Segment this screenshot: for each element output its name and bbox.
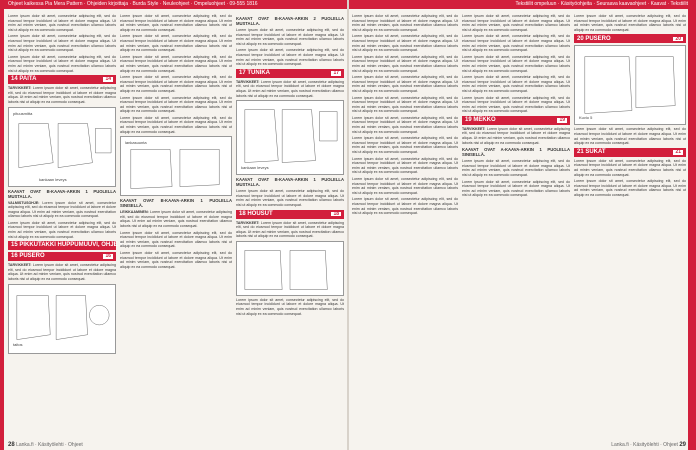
pattern-location: KAAVAT OVAT A-KAAVA-ARKIN 1 PUOLELLA SINISELLÄ. xyxy=(462,147,570,158)
section-title: 20 PUSERO xyxy=(577,35,611,42)
body-text: Lorem ipsum dolor sit amet, consectetur adipiscing elit, sed do eiusmod tempor incididunt ut labore et dolore magna aliqua. Ut enim ad minim veniam, quis nostrud exercitation ullamco laboris nisi ut aliquip ex ea commodo consequat. xyxy=(462,95,570,114)
left-page-header: Ohjeet kaikessa Pia Mera Pattern · Ohjeiden kirjoittaja · Burda Style · Neuleohjeet · Ompeluohjeet · 09-555 1816 xyxy=(0,0,347,9)
column-1 xyxy=(8,14,135,434)
left-edge-tab xyxy=(0,0,4,450)
left-footer xyxy=(8,440,83,450)
cutting-layout-18 xyxy=(236,241,344,296)
footer-caption: Lanka.fi · Käsityölehti · Ohjeet xyxy=(16,442,83,448)
column-5 xyxy=(462,14,570,434)
body-text: Lorem ipsum dolor sit amet, consectetur adipiscing elit, sed do eiusmod tempor incididunt ut labore et dolore magna aliqua. Ut enim ad minim veniam, quis nostrud exercitation ullamco laboris nisi ut aliquip ex ea commodo consequat. xyxy=(352,95,458,114)
column-2 xyxy=(120,14,232,434)
section-title: 18 HOUSUT xyxy=(239,210,273,217)
body-text: Lorem ipsum dolor sit amet, consectetur adipiscing elit, sed do eiusmod tempor incididunt ut labore et dolore magna aliqua. Ut enim ad minim veniam, quis nostrud exercitation ullamco laboris nisi ut aliquip ex ea commodo consequat. xyxy=(352,177,458,195)
body-text: TARVIKKEET: Lorem ipsum dolor sit amet, consectetur adipiscing elit, sed do eiusmod tempor incididunt ut labore et dolore magna aliqua. Ut enim ad minim veniam, quis nostrud exercitation ullamco laboris nisi ut aliquip ex ea commodo consequat. xyxy=(8,86,117,104)
right-page-header: Tekstiilit ompeluun · Käsityöohjeita · Seuraava kaavaohjeet · Kaavat · Tekstiilit xyxy=(349,0,696,9)
body-text: Lorem ipsum dolor sit amet, consectetur adipiscing elit, sed do eiusmod tempor incididunt ut labore et dolore magna aliqua. Ut enim ad minim veniam, quis nostrud exercitation ullamco laboris nisi ut aliquip ex ea commodo consequat. xyxy=(120,75,232,93)
body-text: Lorem ipsum dolor sit amet, consectetur adipiscing elit, sed do eiusmod tempor incididunt ut labore et dolore magna aliqua. Ut enim ad minim veniam, quis nostrud exercitation ullamco laboris nisi ut aliquip ex ea commodo consequat. xyxy=(352,115,458,134)
body-text: Lorem ipsum dolor sit amet, consectetur adipiscing elit, sed do eiusmod tempor incididunt ut labore et dolore magna aliqua. Ut enim ad minim veniam, quis nostrud exercitation ullamco laboris nisi ut aliquip ex ea commodo consequat. xyxy=(236,28,344,46)
page-number: 29 xyxy=(679,442,686,448)
pattern-pieces xyxy=(9,108,115,188)
body-text: Lorem ipsum dolor sit amet, consectetur adipiscing elit, sed do eiusmod tempor incididunt ut labore et dolore magna aliqua. Ut enim ad minim veniam, quis nostrud exercitation ullamco laboris nisi ut aliquip ex ea commodo consequat. xyxy=(462,54,570,73)
column-3 xyxy=(236,14,344,434)
right-edge-tab xyxy=(688,0,696,450)
body-text: Lorem ipsum dolor sit amet, consectetur adipiscing elit, sed do eiusmod tempor incididunt ut labore et dolore magna aliqua. Ut enim ad minim veniam, quis nostrud exercitation ullamco laboris nisi ut aliquip ex ea commodo consequat. xyxy=(8,14,116,32)
body-text: Lorem ipsum dolor sit amet, consectetur adipiscing elit, sed do eiusmod tempor incididunt ut labore et dolore magna aliqua. Ut enim ad minim veniam, quis nostrud exercitation ullamco laboris nisi ut aliquip ex ea commodo consequat. xyxy=(352,75,458,93)
body-text: Lorem ipsum dolor sit amet, consectetur adipiscing elit, sed do eiusmod tempor incididunt ut labore et dolore magna aliqua. Ut enim ad minim veniam, quis nostrud exercitation ullamco laboris nisi ut aliquip ex ea commodo consequat. xyxy=(462,34,570,53)
footer-caption: Lanka.fi · Käsityölehti · Ohjeet xyxy=(611,442,678,448)
section-number: 20 xyxy=(675,35,681,42)
pattern-location: KAAVAT OVAT B-KAAVA-ARKIN 2 PUOLELLA MUSTALLA. xyxy=(236,16,344,26)
body-text: TARVIKKEET: Lorem ipsum dolor sit amet, consectetur adipiscing elit, sed do eiusmod tempor incididunt ut labore et dolore magna aliqua. Ut enim ad minim veniam, quis nostrud exercitation ullamco laboris nisi ut aliquip ex ea commodo consequat. xyxy=(462,126,571,145)
column-6 xyxy=(574,14,686,434)
pattern-location: KAAVAT OVAT B-KAAVA-ARKIN 1 PUOLELLA SINISELLÄ. xyxy=(120,198,232,209)
body-text: TARVIKKEET: Lorem ipsum dolor sit amet, consectetur adipiscing elit, sed do eiusmod tempor incididunt ut labore et dolore magna aliqua. Ut enim ad minim veniam, quis nostrud exercitation ullamco laboris nisi ut aliquip ex ea commodo consequat. xyxy=(236,79,345,98)
body-text: Lorem ipsum dolor sit amet, consectetur adipiscing elit, sed do eiusmod tempor incididunt ut labore et dolore magna aliqua. Ut enim ad minim veniam, quis nostrud exercitation ullamco laboris nisi ut aliquip ex ea commodo consequat. xyxy=(8,220,116,239)
body-text: TARVIKKEET: Lorem ipsum dolor sit amet, consectetur adipiscing elit, sed do eiusmod tempor incididunt ut labore et dolore magna aliqua. Ut enim ad minim veniam, quis nostrud exercitation ullamco laboris nisi ut aliquip ex ea commodo consequat. xyxy=(8,263,117,282)
cutting-layout-17: kankaan leveys xyxy=(236,100,344,175)
body-text: Lorem ipsum dolor sit amet, consectetur adipiscing elit, sed do eiusmod tempor incididunt ut labore et dolore magna aliqua. Ut enim ad minim veniam, quis nostrud exercitation ullamco laboris nisi ut aliquip ex ea commodo consequat. xyxy=(352,14,458,32)
column-4 xyxy=(352,14,458,434)
body-text: Lorem ipsum dolor sit amet, consectetur adipiscing elit, sed do eiusmod tempor incididunt ut labore et dolore magna aliqua. Ut enim ad minim veniam, quis nostrud exercitation ullamco laboris nisi ut aliquip ex ea commodo consequat. xyxy=(120,14,232,32)
section-number: 16 xyxy=(105,253,111,260)
body-text: Lorem ipsum dolor sit amet, consectetur adipiscing elit, sed do eiusmod tempor incididunt ut labore et dolore magna aliqua. Ut enim ad minim veniam, quis nostrud exercitation ullamco laboris nisi ut aliquip ex ea commodo consequat. xyxy=(352,197,458,216)
section-header-17 xyxy=(236,69,344,78)
body-text: LEIKKAAMINEN: Lorem ipsum dolor sit amet, consectetur adipiscing elit, sed do eiusmod tempor incididunt ut labore et dolore magna aliqua. Ut enim ad minim veniam, quis nostrud exercitation ullamco laboris nisi ut aliquip ex ea commodo consequat. xyxy=(120,210,233,229)
section-number: 19 xyxy=(559,117,565,124)
body-text: Lorem ipsum dolor sit amet, consectetur adipiscing elit, sed do eiusmod tempor incididunt ut labore et dolore magna aliqua. Ut enim ad minim veniam, quis nostrud exercitation ullamco laboris nisi ut aliquip ex ea commodo consequat. xyxy=(574,179,686,197)
cutting-layout-16b: lankasuunta xyxy=(120,136,232,196)
body-text: Lorem ipsum dolor sit amet, consectetur adipiscing elit, sed do eiusmod tempor incididunt ut labore et dolore magna aliqua. Ut enim ad minim veniam, quis nostrud exercitation ullamco laboris nisi ut aliquip ex ea commodo consequat. xyxy=(120,34,232,53)
body-text: Lorem ipsum dolor sit amet, consectetur adipiscing elit, sed do eiusmod tempor incididunt ut labore et dolore magna aliqua. Ut enim ad minim veniam, quis nostrud exercitation ullamco laboris nisi ut aliquip ex ea commodo consequat. xyxy=(462,179,570,198)
body-text: VALMISTUSOHJE: Lorem ipsum dolor sit amet, consectetur adipiscing elit, sed do eiusmod tempor incididunt ut labore et dolore magna aliqua. Ut enim ad minim veniam, quis nostrud exercitation ullamco laboris nisi ut aliquip ex ea commodo consequat. xyxy=(8,200,116,219)
pattern-location: KAAVAT OVAT B-KAAVA-ARKIN 1 PUOLELLA MUSTALLA. xyxy=(8,188,116,199)
page-gutter xyxy=(347,0,349,450)
section-header-16 xyxy=(8,252,116,261)
section-header-20 xyxy=(574,34,686,43)
page-number: 28 xyxy=(8,442,15,448)
body-text: Lorem ipsum dolor sit amet, consectetur adipiscing elit, sed do eiusmod tempor incididunt ut labore et dolore magna aliqua. Ut enim ad minim veniam, quis nostrud exercitation ullamco laboris nisi ut aliquip ex ea commodo consequat. xyxy=(236,189,344,207)
body-text: Lorem ipsum dolor sit amet, consectetur adipiscing elit, sed do eiusmod tempor incididunt ut labore et dolore magna aliqua. Ut enim ad minim veniam, quis nostrud exercitation ullamco laboris nisi ut aliquip ex ea commodo consequat. xyxy=(462,14,570,32)
body-text: Lorem ipsum dolor sit amet, consectetur adipiscing elit, sed do eiusmod tempor incididunt ut labore et dolore magna aliqua. Ut enim ad minim veniam, quis nostrud exercitation ullamco laboris nisi ut aliquip ex ea commodo consequat. xyxy=(352,136,458,155)
body-text: Lorem ipsum dolor sit amet, consectetur adipiscing elit, sed do eiusmod tempor incididunt ut labore et dolore magna aliqua. Ut enim ad minim veniam, quis nostrud exercitation ullamco laboris nisi ut aliquip ex ea commodo consequat. xyxy=(352,54,458,73)
cutting-layout-14: pituusmitta kankaan leveys xyxy=(8,107,116,187)
section-title: 19 MEKKO xyxy=(465,117,496,124)
section-header-18 xyxy=(236,210,344,219)
body-text: Lorem ipsum dolor sit amet, consectetur adipiscing elit, sed do eiusmod tempor incididunt ut labore et dolore magna aliqua. Ut enim ad minim veniam, quis nostrud exercitation ullamco laboris nisi ut aliquip ex ea commodo consequat. xyxy=(462,159,570,178)
body-text: Lorem ipsum dolor sit amet, consectetur adipiscing elit, sed do eiusmod tempor incididunt ut labore et dolore magna aliqua. Ut enim ad minim veniam, quis nostrud exercitation ullamco laboris nisi ut aliquip ex ea commodo consequat. xyxy=(574,158,686,177)
section-header-15 xyxy=(8,241,135,250)
body-text: Lorem ipsum dolor sit amet, consectetur adipiscing elit, sed do eiusmod tempor incididunt ut labore et dolore magna aliqua. Ut enim ad minim veniam, quis nostrud exercitation ullamco laboris nisi ut aliquip ex ea commodo consequat. xyxy=(236,48,344,67)
section-header-19 xyxy=(462,116,570,125)
section-number: 18 xyxy=(333,210,339,217)
body-text: Lorem ipsum dolor sit amet, consectetur adipiscing elit, sed do eiusmod tempor incididunt ut labore et dolore magna aliqua. Ut enim ad minim veniam, quis nostrud exercitation ullamco laboris nisi ut aliquip ex ea commodo consequat. xyxy=(574,14,686,32)
body-text: Lorem ipsum dolor sit amet, consectetur adipiscing elit, sed do eiusmod tempor incididunt ut labore et dolore magna aliqua. Ut enim ad minim veniam, quis nostrud exercitation ullamco laboris nisi ut aliquip ex ea commodo consequat. xyxy=(8,54,116,73)
right-footer xyxy=(576,440,686,450)
section-title: 15 PIKKUTAKKI HUPPUMUUVI, OHJE S. 21. xyxy=(11,242,135,249)
body-text: TARVIKKEET: Lorem ipsum dolor sit amet, consectetur adipiscing elit, sed do eiusmod tempor incididunt ut labore et dolore magna aliqua. Ut enim ad minim veniam, quis nostrud exercitation ullamco laboris nisi ut aliquip ex ea commodo consequat. xyxy=(236,220,345,239)
body-text: Lorem ipsum dolor sit amet, consectetur adipiscing elit, sed do eiusmod tempor incididunt ut labore et dolore magna aliqua. Ut enim ad minim veniam, quis nostrud exercitation ullamco laboris nisi ut aliquip ex ea commodo consequat. xyxy=(352,34,458,53)
body-text: Lorem ipsum dolor sit amet, consectetur adipiscing elit, sed do eiusmod tempor incididunt ut labore et dolore magna aliqua. Ut enim ad minim veniam, quis nostrud exercitation ullamco laboris nisi ut aliquip ex ea commodo consequat. xyxy=(574,127,686,146)
body-text: Lorem ipsum dolor sit amet, consectetur adipiscing elit, sed do eiusmod tempor incididunt ut labore et dolore magna aliqua. Ut enim ad minim veniam, quis nostrud exercitation ullamco laboris nisi ut aliquip ex ea commodo consequat. xyxy=(236,297,344,316)
section-title: 14 PAITA xyxy=(11,76,37,83)
body-text: Lorem ipsum dolor sit amet, consectetur adipiscing elit, sed do eiusmod tempor incididunt ut labore et dolore magna aliqua. Ut enim ad minim veniam, quis nostrud exercitation ullamco laboris nisi ut aliquip ex ea commodo consequat. xyxy=(352,156,458,175)
section-header-21 xyxy=(574,148,686,157)
section-title: 21 SUKAT xyxy=(577,148,606,155)
section-number: 17 xyxy=(333,69,339,76)
section-title: 16 PUSERO xyxy=(11,253,45,260)
body-text: Lorem ipsum dolor sit amet, consectetur adipiscing elit, sed do eiusmod tempor incididunt ut labore et dolore magna aliqua. Ut enim ad minim veniam, quis nostrud exercitation ullamco laboris nisi ut aliquip ex ea commodo consequat. xyxy=(8,34,116,53)
section-header-14 xyxy=(8,75,116,84)
body-text: Lorem ipsum dolor sit amet, consectetur adipiscing elit, sed do eiusmod tempor incididunt ut labore et dolore magna aliqua. Ut enim ad minim veniam, quis nostrud exercitation ullamco laboris nisi ut aliquip ex ea commodo consequat. xyxy=(120,95,232,114)
body-text: Lorem ipsum dolor sit amet, consectetur adipiscing elit, sed do eiusmod tempor incididunt ut labore et dolore magna aliqua. Ut enim ad minim veniam, quis nostrud exercitation ullamco laboris nisi ut aliquip ex ea commodo consequat. xyxy=(120,54,232,73)
pattern-location: KAAVAT OVAT B-KAAVA-ARKIN 1 PUOLELLA MUSTALLA. xyxy=(236,177,344,188)
body-text: Lorem ipsum dolor sit amet, consectetur adipiscing elit, sed do eiusmod tempor incididunt ut labore et dolore magna aliqua. Ut enim ad minim veniam, quis nostrud exercitation ullamco laboris nisi ut aliquip ex ea commodo consequat. xyxy=(462,75,570,93)
cutting-layout-16: taitos xyxy=(8,284,116,354)
body-text: Lorem ipsum dolor sit amet, consectetur adipiscing elit, sed do eiusmod tempor incididunt ut labore et dolore magna aliqua. Ut enim ad minim veniam, quis nostrud exercitation ullamco laboris nisi ut aliquip ex ea commodo consequat. xyxy=(120,251,232,269)
body-text: Lorem ipsum dolor sit amet, consectetur adipiscing elit, sed do eiusmod tempor incididunt ut labore et dolore magna aliqua. Ut enim ad minim veniam, quis nostrud exercitation ullamco laboris nisi ut aliquip ex ea commodo consequat. xyxy=(120,230,232,249)
section-number: 21 xyxy=(675,148,681,155)
section-number: 14 xyxy=(105,76,111,83)
body-text: Lorem ipsum dolor sit amet, consectetur adipiscing elit, sed do eiusmod tempor incididunt ut labore et dolore magna aliqua. Ut enim ad minim veniam, quis nostrud exercitation ullamco laboris nisi ut aliquip ex ea commodo consequat. xyxy=(120,115,232,134)
cutting-layout-20: Kuvio 5 xyxy=(574,45,686,125)
section-title: 17 TUNIKA xyxy=(239,69,271,76)
